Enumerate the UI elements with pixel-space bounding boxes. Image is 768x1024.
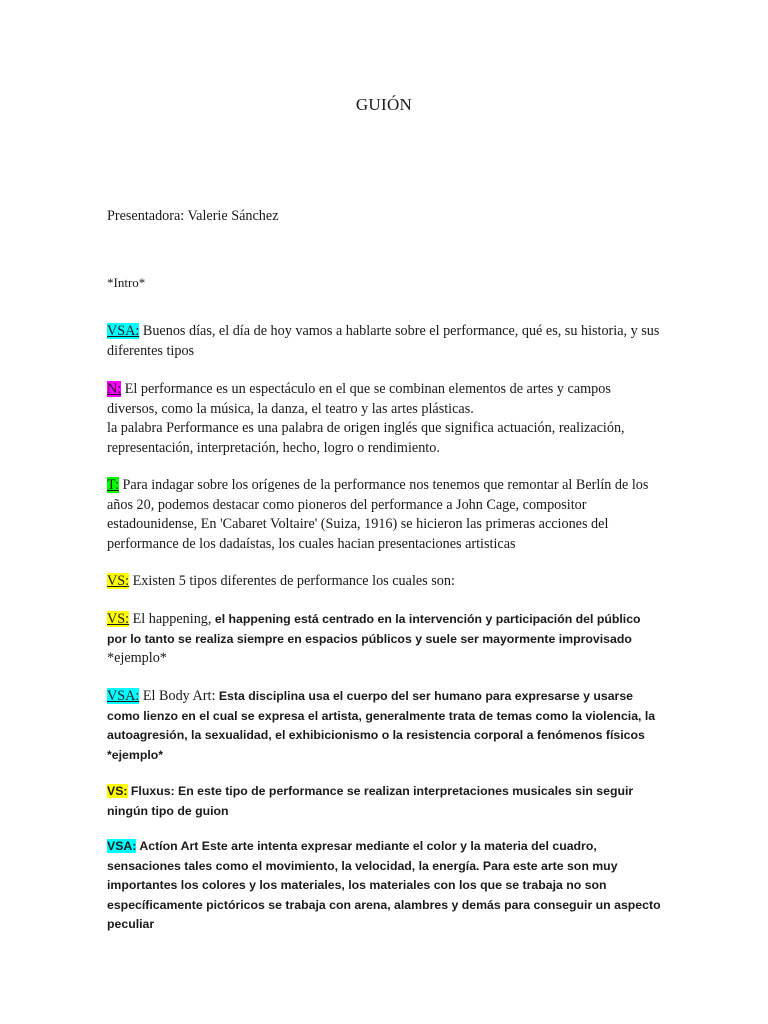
- paragraph-vsa-intro: [107, 322, 663, 361]
- presenter-line: Presentadora: Valerie Sánchez: [107, 208, 279, 224]
- intro-line: *Intro*: [107, 275, 146, 290]
- paragraph-vsa-body-art: [107, 687, 663, 765]
- paragraph-text: Para indagar sobre los orígenes de la performance nos tenemos que remontar al Berlín de los años 20, podemos destacar como pioneros del performance a John Cage, compositor estadounidense, En 'Cabaret Voltaire' (Suiza, 1916) se hicieron las primeras acciones del performance de los dadaístas, los cuales hacian presentaciones artisticas: [107, 477, 649, 552]
- speaker-tag: VS:: [107, 573, 130, 589]
- paragraph-n-definition: [107, 380, 663, 458]
- speaker-tag: VSA:: [107, 688, 140, 704]
- paragraph-text: Esta disciplina usa el cuerpo del ser humano para expresarse y usarse como lienzo en el cual se expresa el artista, generalmente trata de temas como la violencia, la autoagresión, la sexualidad, el exhibicionismo o la resistencia corporal a fenómenos físicos: [107, 689, 656, 742]
- speaker-tag: VS:: [107, 784, 128, 798]
- paragraph-vs-happening: [107, 610, 663, 669]
- paragraph-t-origins: [107, 476, 663, 554]
- example-note: *ejemplo*: [107, 747, 164, 762]
- paragraph-text: Fluxus: En este tipo de performance se realizan interpretaciones musicales sin seguir ningún tipo de guion: [107, 784, 634, 818]
- paragraph-lead: El Body Art:: [139, 688, 216, 704]
- paragraph-text: Actíon Art Este arte intenta expresar mediante el color y la materia del cuadro, sensaciones tales como el movimiento, la velocidad, la energía. Para este arte son muy importantes los colores y los materiales, los materiales con los que se trabaja no son específicamente pictóricos se trabaja con arena, alambres y demás para conseguir un aspecto peculiar: [107, 839, 661, 931]
- paragraph-text: Existen 5 tipos diferentes de performance los cuales son:: [129, 573, 455, 589]
- speaker-tag: N:: [107, 381, 122, 397]
- paragraph-vs-fluxus: [107, 782, 663, 821]
- paragraph-text: Buenos días, el día de hoy vamos a hablarte sobre el performance, qué es, su historia, y sus diferentes tipos: [107, 323, 660, 359]
- paragraph-vs-types: [107, 572, 663, 592]
- speaker-tag: VSA:: [107, 839, 137, 853]
- paragraph-vsa-action-art: [107, 837, 663, 935]
- paragraph-text: El performance es un espectáculo en el que se combinan elementos de artes y campos diversos, como la música, la danza, el teatro y las artes plásticas.: [107, 381, 611, 417]
- speaker-tag: T:: [107, 477, 119, 493]
- example-note: *ejemplo*: [107, 650, 167, 666]
- paragraph-lead: El happening,: [129, 611, 212, 627]
- paragraph-text: el happening está centrado en la intervención y participación del público por lo tanto se realiza siempre en espacios públicos y suele ser mayormente improvisado: [107, 612, 641, 646]
- paragraph-text: la palabra Performance es una palabra de origen inglés que significa actuación, realización, representación, interpretación, hecho, logro o rendimiento.: [107, 420, 625, 456]
- document-title: GUIÓN: [355, 95, 413, 114]
- speaker-tag: VS:: [107, 611, 130, 627]
- speaker-tag: VSA:: [107, 323, 140, 339]
